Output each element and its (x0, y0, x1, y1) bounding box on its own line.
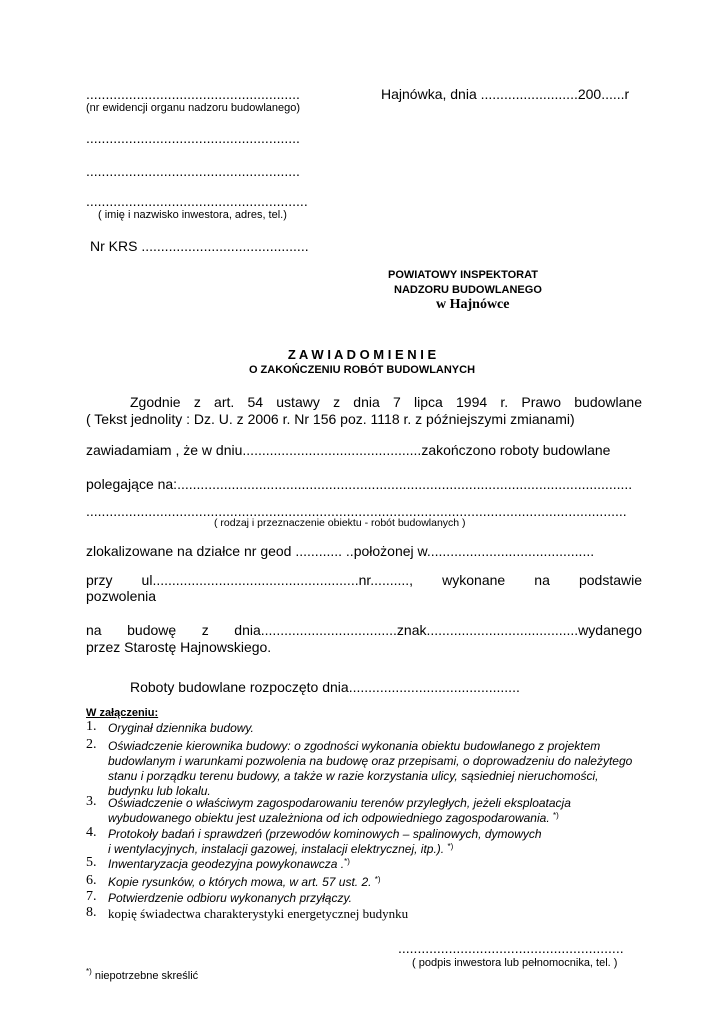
attachment-number: 2. (86, 737, 97, 752)
legal-basis-line-2: ( Tekst jednolity : Dz. U. z 2006 r. Nr 156 poz. 1118 r. z późniejszymi zmianami) (86, 411, 575, 427)
permit-details-line-1[interactable]: na budowę z dnia...................................znak.......................................wydanego (86, 622, 642, 638)
attachment-item (108, 857, 648, 872)
footnote-mark: *) (86, 967, 92, 976)
attachment-text: i wentylacyjnych, instalacji gazowej, instalacji elektrycznej, itp.). (108, 842, 445, 856)
investor-line-2[interactable]: ....................................................... (86, 163, 300, 179)
address-permit-line-2: pozwolenia (86, 588, 157, 604)
location-line[interactable]: zlokalizowane na działce nr geod ............ ..położonej w........................................... (86, 543, 595, 559)
footnote-mark: *) (374, 875, 381, 884)
recipient-line-3: w Hajnówce (436, 297, 510, 312)
footnote-mark: *) (553, 811, 559, 820)
attachment-text: Potwierdzenie odbioru wykonanych przyłączy. (108, 891, 352, 905)
attachment-item (108, 875, 648, 890)
evidence-number-line[interactable]: ....................................................... (86, 86, 300, 102)
attachment-text: Protokoły badań i sprawdzeń (przewodów kominowych – spalinowych, dymowych (108, 827, 542, 841)
krs-number[interactable]: Nr KRS ........................................... (90, 238, 309, 254)
attachment-number: 5. (86, 855, 97, 870)
address-permit-line-1[interactable]: przy ul.....................................................nr.........., wykonane na podstawie (86, 572, 642, 588)
attachment-item (108, 739, 648, 799)
attachment-text: budowlanym i warunkami pozwolenia na budowę oraz przepisami, o doprowadzeniu do należytego (108, 754, 633, 768)
evidence-number-label: (nr ewidencji organu nadzoru budowlanego) (86, 102, 301, 114)
signature-line[interactable]: .......................................................... (398, 940, 624, 956)
document-subtitle: O ZAKOŃCZENIU ROBÓT BUDOWLANYCH (248, 364, 476, 376)
attachment-item (108, 796, 648, 826)
attachment-text: wybudowanego obiektu jest uzależniona od ich odpowiedniego zagospodarowania. (108, 811, 550, 825)
attachment-text: Oświadczenie kierownika budowy: o zgodności wykonania obiektu budowlanego z projektem (108, 739, 601, 753)
attachment-item (108, 827, 648, 857)
attachment-text: Oryginał dziennika budowy. (108, 721, 254, 735)
recipient-line-1: POWIATOWY INSPEKTORAT (388, 269, 538, 281)
legal-basis-line-1: Zgodnie z art. 54 ustawy z dnia 7 lipca 1994 r. Prawo budowlane (130, 394, 642, 410)
signature-label: ( podpis inwestora lub pełnomocnika, tel. ) (412, 957, 618, 969)
footnote (86, 967, 199, 982)
place-date[interactable]: Hajnówka, dnia .........................200......r (381, 86, 630, 102)
permit-details-line-2: przez Starostę Hajnowskiego. (86, 639, 272, 655)
attachment-number: 8. (86, 905, 97, 920)
start-date-line[interactable]: Roboty budowlane rozpoczęto dnia............................................ (130, 679, 520, 695)
attachments-heading: W załączeniu: (86, 707, 159, 719)
attachment-text: Kopie rysunków, o których mowa, w art. 57 ust. 2. (108, 875, 372, 889)
attachment-text: kopię świadectwa charakterystyki energetycznej budynku (108, 906, 409, 921)
works-description-label: ( rodzaj i przeznaczenie obiektu - robót budowlanych ) (214, 517, 466, 529)
attachment-item (108, 891, 648, 906)
attachment-text: Oświadczenie o właściwym zagospodarowaniu terenów przyległych, jeżeli eksploatacja (108, 796, 571, 810)
attachment-number: 3. (86, 794, 97, 809)
investor-line-1[interactable]: ....................................................... (86, 130, 300, 146)
works-description-line[interactable]: polegające na:..................................................................................................................... (86, 476, 633, 492)
attachment-item (108, 721, 648, 736)
document-title: Z A W I A D O M I E N I E (287, 347, 437, 362)
recipient-line-2: NADZORU BUDOWLANEGO (394, 284, 542, 296)
completion-date-line[interactable]: zawiadamiam , że w dniu..............................................zakończono roboty budowlane (86, 442, 611, 458)
attachment-text: stanu i porządku terenu budowy, a także w razie korzystania ulicy, sąsiedniej nieruchomości, (108, 769, 599, 783)
footnote-text: niepotrzebne skreślić (94, 970, 199, 982)
investor-label: ( imię i nazwisko inwestora, adres, tel.) (98, 209, 287, 221)
attachment-number: 7. (86, 889, 97, 904)
attachment-number: 6. (86, 873, 97, 888)
works-description-line-2[interactable]: ........................................................................................................................................... (86, 503, 627, 519)
attachment-item (108, 906, 408, 922)
attachment-text: Inwentaryzacja geodezyjna powykonawcza . (108, 857, 345, 871)
attachment-number: 1. (86, 719, 97, 734)
footnote-mark: *) (447, 842, 454, 851)
investor-line-3[interactable]: ......................................................... (86, 193, 308, 209)
attachment-text: budynku lub lokalu. (108, 784, 211, 798)
footnote-mark: *) (344, 857, 350, 866)
attachment-number: 4. (86, 825, 97, 840)
